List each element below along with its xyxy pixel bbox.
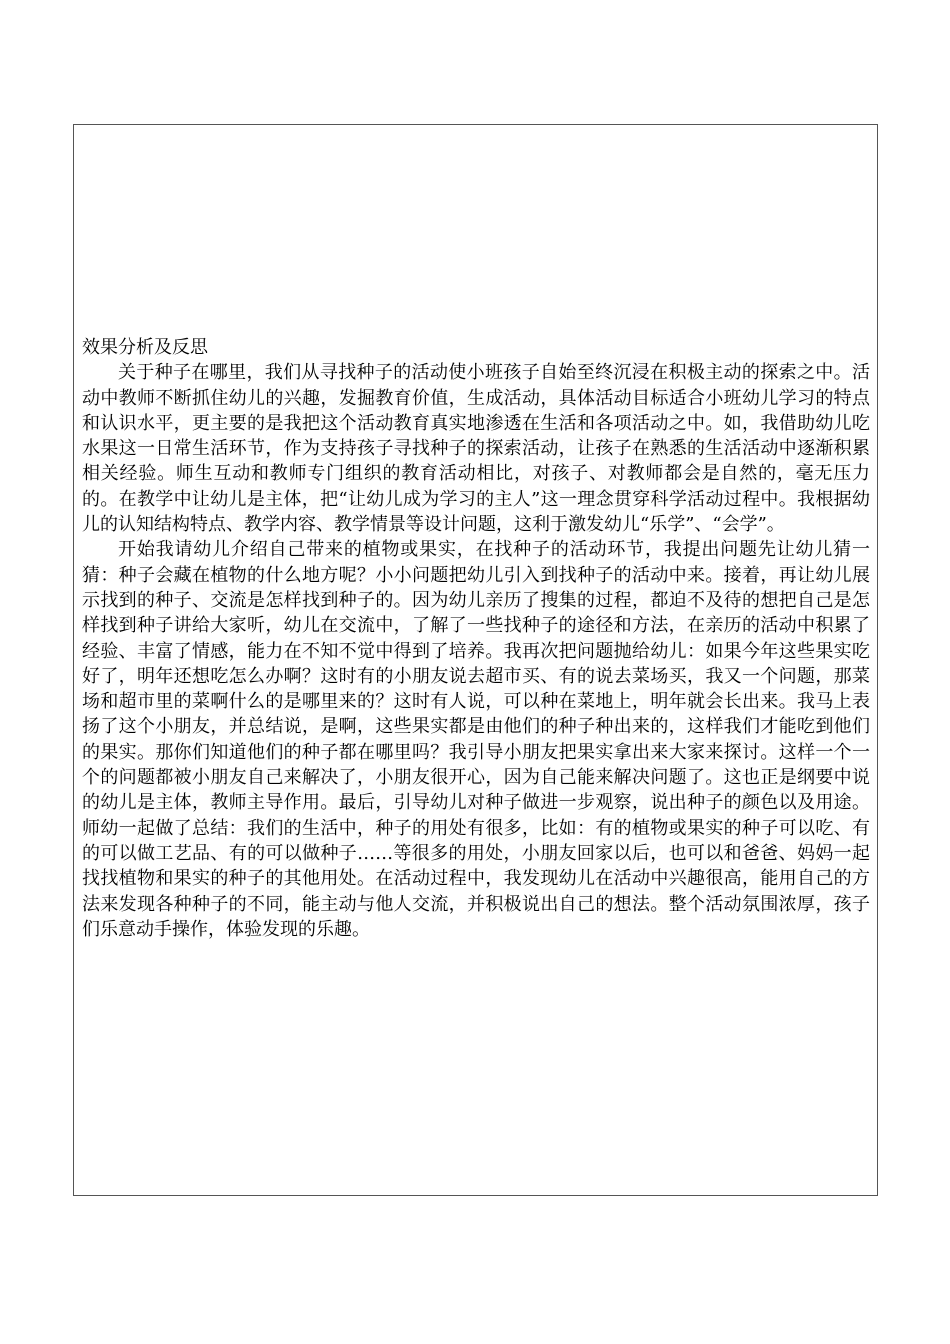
paragraph-2: 开始我请幼儿介绍自己带来的植物或果实，在找种子的活动环节，我提出问题先让幼儿猜一猜：种子会藏在植物的什么地方呢？小小问题把幼儿引入到找种子的活动中来。接着，再让幼儿展示找到的种子、交流是怎样找到种子的。因为幼儿亲历了搜集的过程，都迫不及待的想把自己是怎样找到种子讲给大家听，幼儿在交流中，了解了一些找种子的途径和方法，在亲历的活动中积累了经验、丰富了情感，能力在不知不觉中得到了培养。我再次把问题抛给幼儿：如果今年这些果实吃好了，明年还想吃怎么办啊？这时有的小朋友说去超市买、有的说去菜场买，我又一个问题，那菜场和超市里的菜啊什么的是哪里来的？这时有人说，可以种在菜地上，明年就会长出来。我马上表扬了这个小朋友，并总结说，是啊，这些果实都是由他们的种子种出来的，这样我们才能吃到他们的果实。那你们知道他们的种子都在哪里吗？我引导小朋友把果实拿出来大家来探讨。这样一个一个的问题都被小朋友自己来解决了，小朋友很开心，因为自己能来解决问题了。这也正是纲要中说的幼儿是主体，教师主导作用。最后，引导幼儿对种子做进一步观察，说出种子的颜色以及用途。师幼一起做了总结：我们的生活中，种子的用处有很多，比如：有的植物或果实的种子可以吃、有的可以做工艺品、有的可以做种子……等很多的用处，小朋友回家以后，也可以和爸爸、妈妈一起找找植物和果实的种子的其他用处。在活动过程中，我发现幼儿在活动中兴趣很高，能用自己的方法来发现各种种子的不同，能主动与他人交流，并积极说出自己的想法。整个活动氛围浓厚，孩子们乐意动手操作，体验发现的乐趣。	[82, 539, 870, 940]
document-body	[82, 335, 870, 942]
section-title: 效果分析及反思	[82, 337, 208, 358]
paragraph-1: 关于种子在哪里，我们从寻找种子的活动使小班孩子自始至终沉浸在积极主动的探索之中。活动中教师不断抓住幼儿的兴趣，发掘教育价值，生成活动，具体活动目标适合小班幼儿学习的特点和认识水平，更主要的是我把这个活动教育真实地渗透在生活和各项活动之中。如，我借助幼儿吃水果这一日常生活环节，作为支持孩子寻找种子的探索活动，让孩子在熟悉的生活活动中逐渐积累相关经验。师生互动和教师专门组织的教育活动相比，对孩子、对教师都会是自然的，毫无压力的。在教学中让幼儿是主体，把“让幼儿成为学习的主人”这一理念贯穿科学活动过程中。我根据幼儿的认知结构特点、教学内容、教学情景等设计问题，这利于激发幼儿“乐学”、“会学”。	[82, 362, 870, 536]
